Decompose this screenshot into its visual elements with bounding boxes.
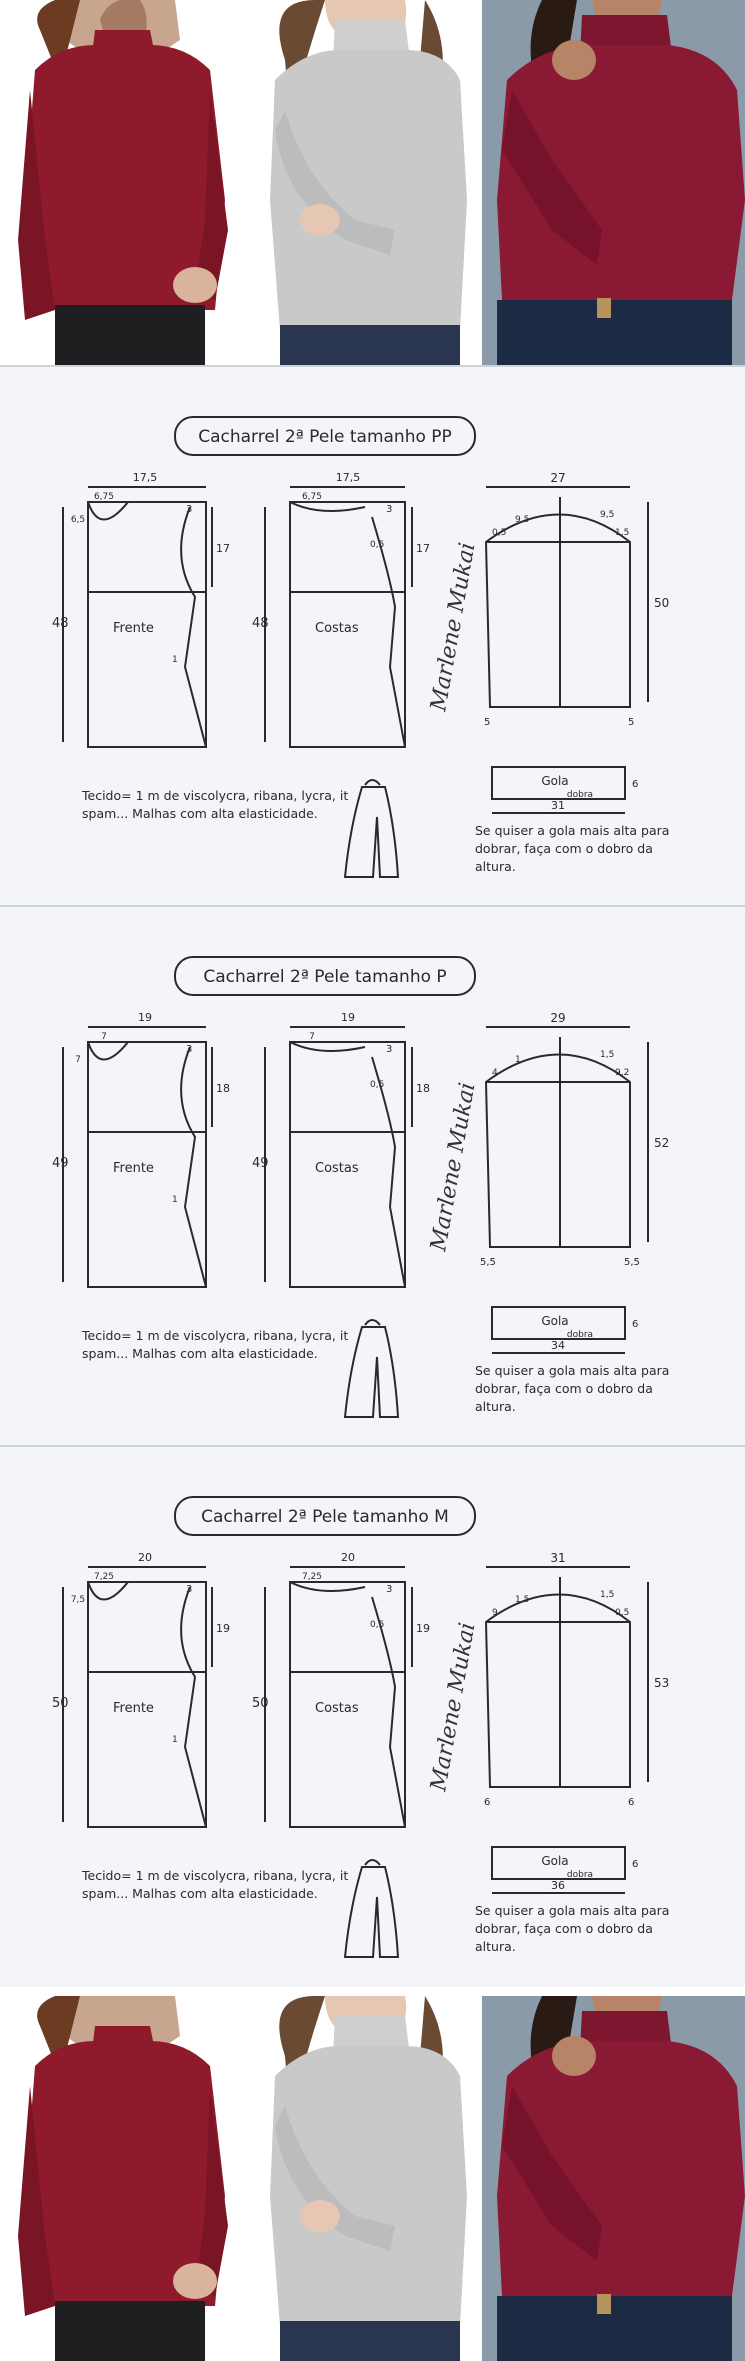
total-length-front: 48 <box>52 616 69 631</box>
armhole-depth-back: 18 <box>416 1082 430 1095</box>
photo-burgundy-turtleneck <box>0 0 245 365</box>
total-length-back: 49 <box>252 1156 269 1171</box>
woman-photo-icon <box>245 0 482 365</box>
sleeve-cap-left: 1,5 <box>515 1595 530 1605</box>
sheet-title: Cacharrel 2ª Pele tamanho M <box>201 1507 449 1527</box>
gola-dobra: dobra <box>566 790 594 800</box>
sleeve-hem-left: 6 <box>484 1797 491 1808</box>
photo-gray-turtleneck <box>245 1996 482 2361</box>
armhole-depth-back: 17 <box>416 542 430 555</box>
frente-label: Frente <box>113 621 154 636</box>
armhole-depth-back: 19 <box>416 1622 430 1635</box>
sleeve-cap-right: 9,5 <box>600 510 615 520</box>
gola-label: Gola <box>541 1854 569 1868</box>
woman-photo-icon <box>245 1996 482 2361</box>
neck-back: 6,75 <box>301 492 323 502</box>
sleeve-length: 50 <box>654 596 670 610</box>
sleeve-hem-right: 6 <box>628 1797 635 1808</box>
note-text: Se quiser a gola mais alta para dobrar, faça com o dobro da altura. <box>475 823 670 874</box>
sleeve-cap-h-left: 4 <box>492 1068 498 1078</box>
neck-front: 7 <box>101 1032 107 1042</box>
costas-label: Costas <box>315 1161 359 1176</box>
sheet-title: Cacharrel 2ª Pele tamanho P <box>203 967 447 987</box>
tecido-text: Tecido= 1 m de viscolycra, ribana, lycra, it spam... Malhas com alta elasticidade. <box>82 1328 349 1361</box>
sleeve-hem-left: 5,5 <box>480 1257 496 1268</box>
note-text: Se quiser a gola mais alta para dobrar, faça com o dobro da altura. <box>475 1903 670 1954</box>
woman-photo-icon <box>0 0 245 365</box>
gola-dobra: dobra <box>566 1870 594 1880</box>
gola-dobra: dobra <box>566 1330 594 1340</box>
woman-photo-icon <box>0 1996 245 2361</box>
bottom-photo-row <box>0 1996 745 2361</box>
total-length-back: 48 <box>252 616 269 631</box>
gola-label: Gola <box>541 1314 569 1328</box>
sleeve-cap-h-right: 1,5 <box>615 528 630 538</box>
shoulder-drop-front: 3 <box>186 1584 193 1595</box>
gola-width: 36 <box>551 1879 565 1892</box>
armhole-depth-front: 19 <box>216 1622 230 1635</box>
signature: Marlene Mukai <box>426 1620 481 1794</box>
total-length-back: 50 <box>252 1696 269 1711</box>
costas-width: 20 <box>341 1551 355 1564</box>
top-photo-row <box>0 0 745 365</box>
photo-gray-turtleneck <box>245 0 482 365</box>
costas-width: 19 <box>341 1011 355 1024</box>
photo-wine-turtleneck <box>482 1996 745 2361</box>
neck-back: 7 <box>309 1032 315 1042</box>
frente-label: Frente <box>113 1701 154 1716</box>
woman-photo-icon <box>482 1996 745 2361</box>
shoulder-drop-front: 3 <box>186 1044 193 1055</box>
neck-depth-front: 7 <box>75 1055 81 1065</box>
armhole-mark-front: 1 <box>172 1735 178 1745</box>
sleeve-hem-right: 5 <box>628 717 635 728</box>
gola-width: 34 <box>551 1339 565 1352</box>
gola-height: 6 <box>632 779 639 790</box>
pattern-sheet-m <box>0 1445 745 1987</box>
armhole-mark-front: 1 <box>172 655 178 665</box>
shoulder-drop-back: 3 <box>386 504 393 515</box>
sleeve-width: 27 <box>550 471 566 485</box>
total-length-front: 50 <box>52 1696 69 1711</box>
sleeve-length: 53 <box>654 1676 670 1690</box>
sleeve-hem-right: 5,5 <box>624 1257 640 1268</box>
armhole-depth-front: 17 <box>216 542 230 555</box>
shoulder-drop-back: 3 <box>386 1044 393 1055</box>
costas-label: Costas <box>315 621 359 636</box>
frente-width: 17,5 <box>132 471 158 484</box>
pattern-sheet-pp <box>0 365 745 907</box>
costas-width: 17,5 <box>335 471 361 484</box>
photo-burgundy-turtleneck <box>0 1996 245 2361</box>
sleeve-cap-h-left: 9 <box>492 1608 498 1618</box>
sleeve-cap-h-right: 9,2 <box>615 1068 630 1078</box>
frente-width: 19 <box>138 1011 152 1024</box>
sleeve-cap-h-right: 0,5 <box>615 1608 630 1618</box>
tecido-text: Tecido= 1 m de viscolycra, ribana, lycra, it spam... Malhas com alta elasticidade. <box>82 1868 349 1901</box>
armhole-depth-front: 18 <box>216 1082 230 1095</box>
gola-height: 6 <box>632 1859 639 1870</box>
sleeve-width: 31 <box>550 1551 566 1565</box>
signature: Marlene Mukai <box>426 1080 481 1254</box>
sleeve-cap-right: 1,5 <box>600 1050 615 1060</box>
tecido-text: Tecido= 1 m de viscolycra, ribana, lycra, it spam... Malhas com alta elasticidade. <box>82 788 349 821</box>
pattern-drawing <box>0 907 745 1447</box>
frente-width: 20 <box>138 1551 152 1564</box>
gola-width: 31 <box>551 799 565 812</box>
neck-front: 7,25 <box>93 1572 115 1582</box>
total-length-front: 49 <box>52 1156 69 1171</box>
sleeve-length: 52 <box>654 1136 670 1150</box>
sleeve-cap-left: 9,5 <box>515 515 530 525</box>
sleeve-cap-right: 1,5 <box>600 1590 615 1600</box>
neck-front: 6,75 <box>93 492 115 502</box>
back-mark: 0,5 <box>370 540 385 550</box>
neck-back: 7,25 <box>301 1572 323 1582</box>
shoulder-drop-back: 3 <box>386 1584 393 1595</box>
gola-label: Gola <box>541 774 569 788</box>
pattern-drawing <box>0 1447 745 1987</box>
sleeve-width: 29 <box>550 1011 566 1025</box>
back-mark: 0,5 <box>370 1620 385 1630</box>
note-text: Se quiser a gola mais alta para dobrar, faça com o dobro da altura. <box>475 1363 670 1414</box>
gola-height: 6 <box>632 1319 639 1330</box>
shoulder-drop-front: 3 <box>186 504 193 515</box>
pattern-sheet-p <box>0 905 745 1447</box>
sleeve-hem-left: 5 <box>484 717 491 728</box>
neck-depth-front: 6,5 <box>70 515 86 525</box>
sleeve-cap-left: 1 <box>515 1055 521 1065</box>
woman-photo-icon <box>482 0 745 365</box>
photo-wine-turtleneck <box>482 0 745 365</box>
back-mark: 0,5 <box>370 1080 385 1090</box>
neck-depth-front: 7,5 <box>70 1595 86 1605</box>
sheet-title: Cacharrel 2ª Pele tamanho PP <box>198 427 452 447</box>
sleeve-cap-h-left: 0,5 <box>492 528 507 538</box>
signature: Marlene Mukai <box>426 540 481 714</box>
armhole-mark-front: 1 <box>172 1195 178 1205</box>
costas-label: Costas <box>315 1701 359 1716</box>
frente-label: Frente <box>113 1161 154 1176</box>
pattern-drawing <box>0 367 745 907</box>
